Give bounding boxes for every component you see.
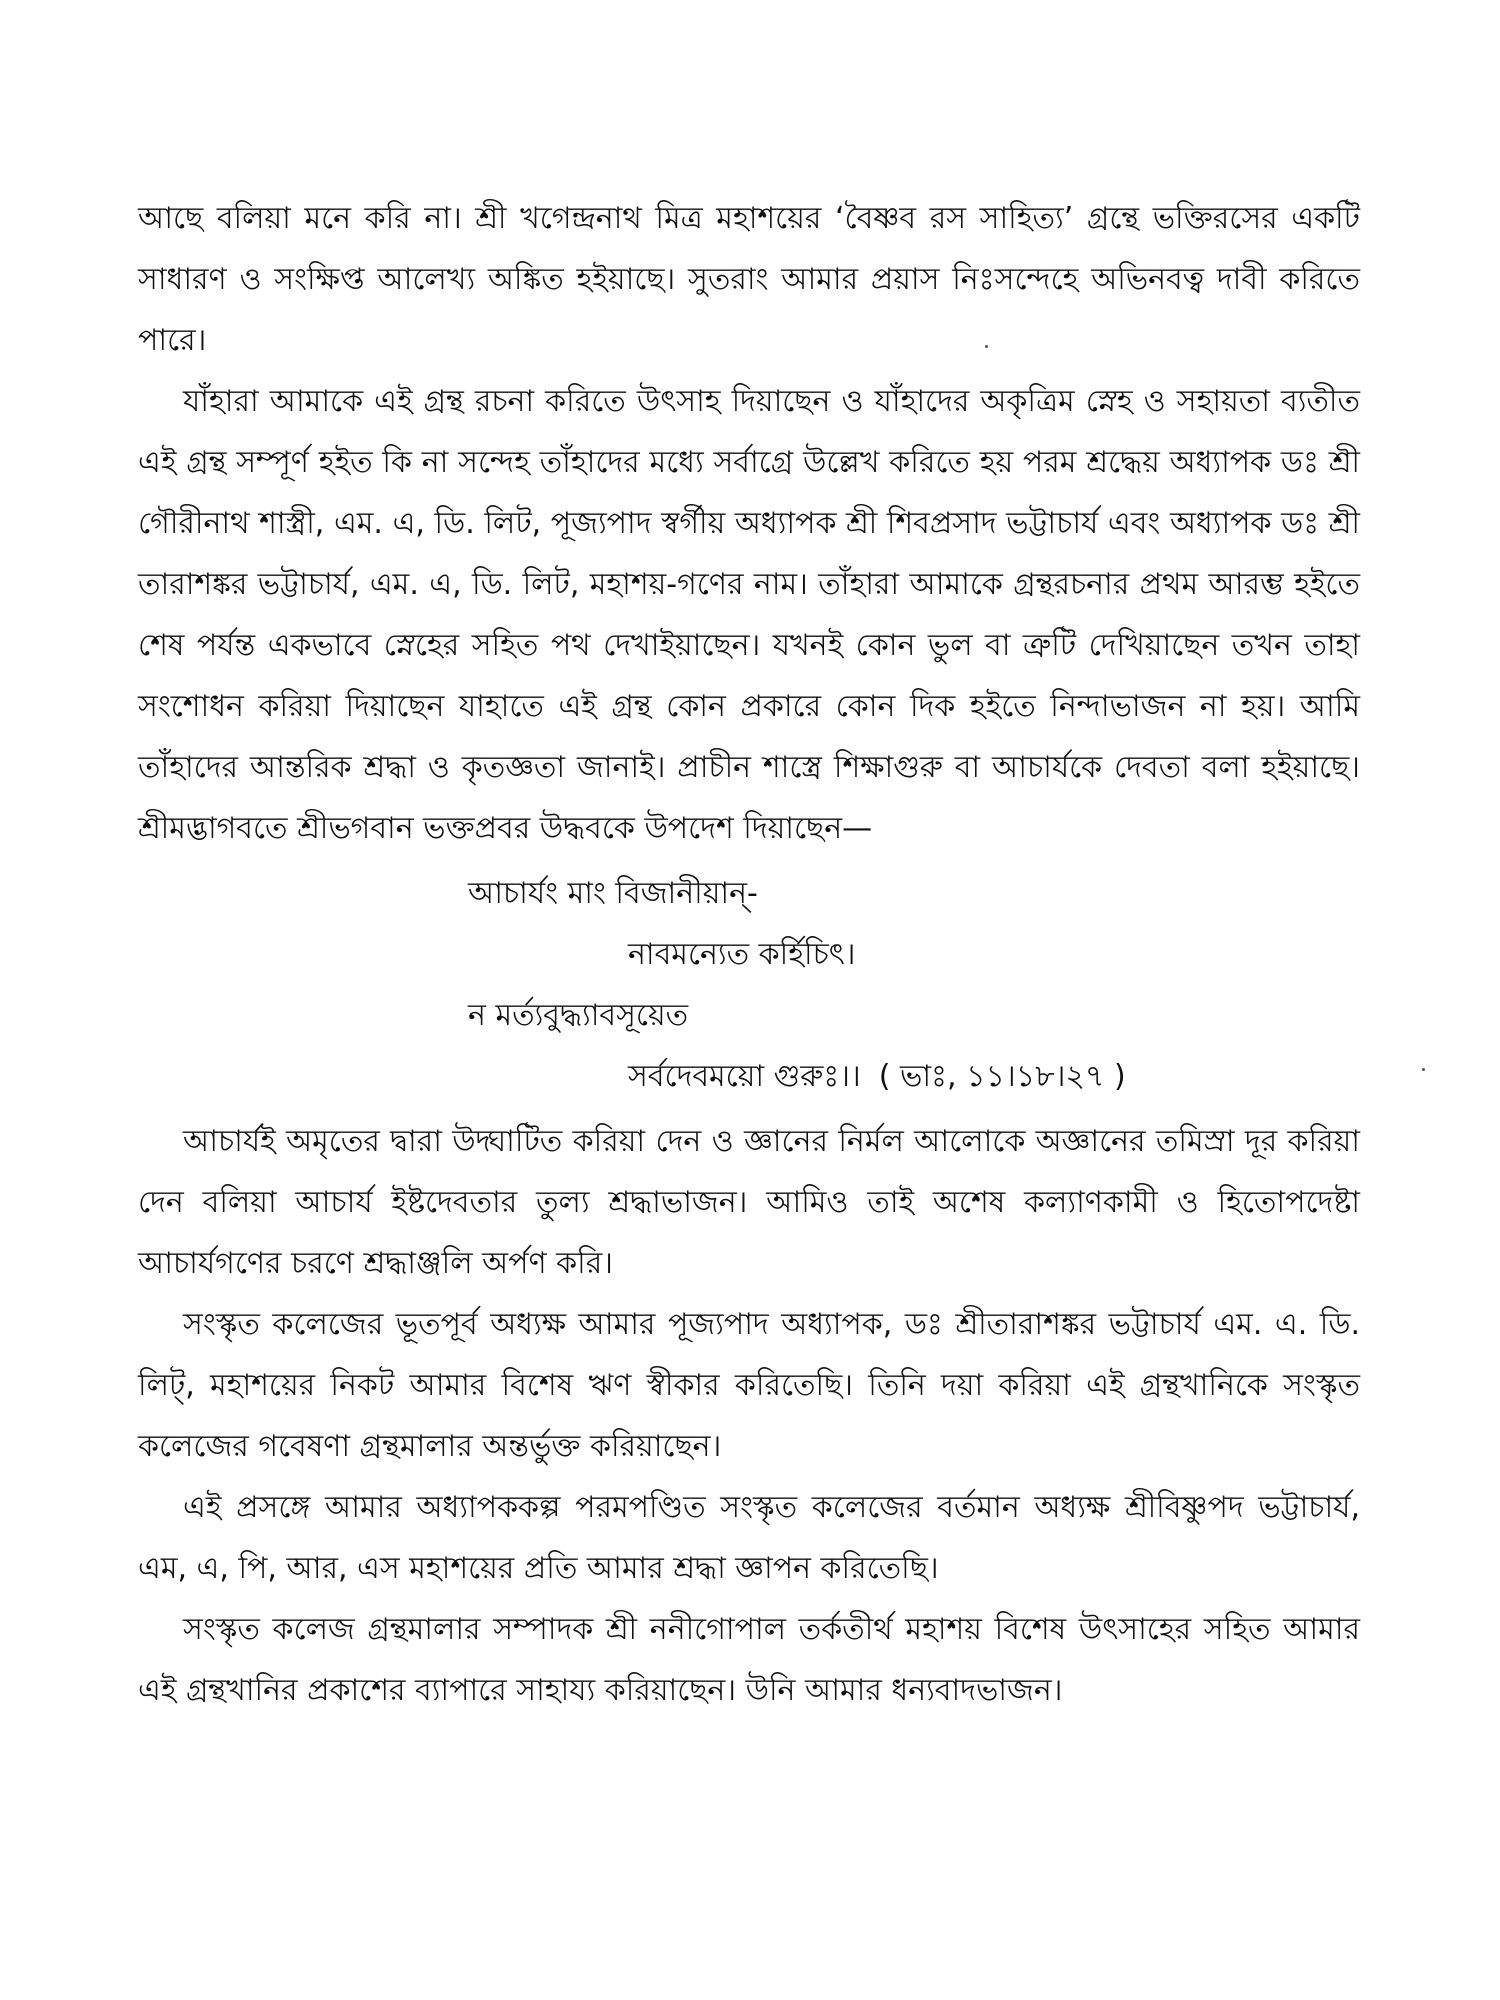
scan-speck xyxy=(1422,1068,1425,1071)
sanskrit-verse xyxy=(138,863,1360,1107)
paragraph-sanskrit-college-principal: সংস্কৃত কলেজের ভূতপূর্ব অধ্যক্ষ আমার পূজ্যপাদ অধ্যাপক, ডঃ শ্রীতারাশঙ্কর ভট্টাচার্য এম. এ. ডি. লিট্, মহাশয়ের নিকট আমার বিশেষ ঋণ স্বীকার করিতেছি। তিনি দয়া করিয়া এই গ্রন্থখানিকে সংস্কৃত কলেজের গবেষণা গ্রন্থমালার অন্তর্ভুক্ত করিয়াছেন। xyxy=(138,1307,1360,1464)
paragraph-current-principal: এই প্রসঙ্গে আমার অধ্যাপককল্প পরমপণ্ডিত সংস্কৃত কলেজের বর্তমান অধ্যক্ষ শ্রীবিষ্ণুপদ ভট্টাচার্য, এম, এ, পি, আর, এস মহাশয়ের প্রতি আমার শ্রদ্ধা জ্ঞাপন করিতেছি। xyxy=(138,1490,1360,1586)
verse-reference: ( ভাঃ, ১১।১৮।২৭ ) xyxy=(878,1059,1126,1094)
verse-line-1: আচার্যং মাং বিজানীয়ান্- xyxy=(468,876,758,911)
paragraph-acknowledgement-teachers: যাঁহারা আমাকে এই গ্রন্থ রচনা করিতে উৎসাহ দিয়াছেন ও যাঁহাদের অকৃত্রিম স্নেহ ও সহায়তা ব্যতীত এই গ্রন্থ সম্পূর্ণ হইত কি না সন্দেহ তাঁহাদের মধ্যে সর্বাগ্রে উল্লেখ করিতে হয় পরম শ্রদ্ধেয় অধ্যাপক ডঃ শ্রী গৌরীনাথ শাস্ত্রী, এম. এ, ডি. লিট, পূজ্যপাদ স্বর্গীয় অধ্যাপক শ্রী শিবপ্রসাদ ভট্টাচার্য এবং অধ্যাপক ডঃ শ্রী তারাশঙ্কর ভট্টাচার্য, এম. এ, ডি. লিট, মহাশয়-গণের নাম। তাঁহারা আমাকে গ্রন্থরচনার প্রথম আরম্ভ হইতে শেষ পর্যন্ত একভাবে স্নেহের সহিত পথ দেখাইয়াছেন। যখনই কোন ভুল বা ত্রুটি দেখিয়াছেন তখন তাহা সংশোধন করিয়া দিয়াছেন যাহাতে এই গ্রন্থ কোন প্রকারে কোন দিক হইতে নিন্দাভাজন না হয়। আমি তাঁহাদের আন্তরিক শ্রদ্ধা ও কৃতজ্ঞতা জানাই। প্রাচীন শাস্ত্রে শিক্ষাগুরু বা আচার্যকে দেবতা বলা হইয়াছে। শ্রীমদ্ভাগবতে শ্রীভগবান ভক্তপ্রবর উদ্ধবকে উপদেশ দিয়াছেন— xyxy=(138,384,1360,846)
verse-line-2: নাবমন্যেত কর্হিচিৎ। xyxy=(628,937,856,972)
paragraph-intro-continuation: আছে বলিয়া মনে করি না। শ্রী খগেন্দ্রনাথ মিত্র মহাশয়ের ‘বৈষ্ণব রস সাহিত্য’ গ্রন্থে ভক্তিরসের একটি সাধারণ ও সংক্ষিপ্ত আলেখ্য অঙ্কিত হইয়াছে। সুতরাং আমার প্রয়াস নিঃসন্দেহে অভিনবত্ব দাবী করিতে পারে। xyxy=(138,201,1360,358)
body-text xyxy=(138,188,1360,1721)
paragraph-series-editor: সংস্কৃত কলেজ গ্রন্থমালার সম্পাদক শ্রী ননীগোপাল তর্কতীর্থ মহাশয় বিশেষ উৎসাহের সহিত আমার এই গ্রন্থখানির প্রকাশের ব্যাপারে সাহায্য করিয়াছেন। উনি আমার ধন্যবাদভাজন। xyxy=(138,1612,1360,1708)
scan-speck xyxy=(985,345,988,348)
verse-line-4-text: সর্বদেবময়ো গুরুঃ।। xyxy=(628,1059,861,1094)
paragraph-acharya-praise: আচার্যই অমৃতের দ্বারা উদ্ঘাটিত করিয়া দেন ও জ্ঞানের নির্মল আলোকে অজ্ঞানের তমিস্রা দূর করিয়া দেন বলিয়া আচার্য ইষ্টদেবতার তুল্য শ্রদ্ধাভাজন। আমিও তাই অশেষ কল্যাণকামী ও হিতোপদেষ্টা আচার্যগণের চরণে শ্রদ্ধাঞ্জলি অর্পণ করি। xyxy=(138,1124,1360,1281)
verse-line-3: ন মর্ত্যবুদ্ধ্যাবসূয়েত xyxy=(468,998,689,1033)
verse-line-4 xyxy=(628,1046,1126,1107)
